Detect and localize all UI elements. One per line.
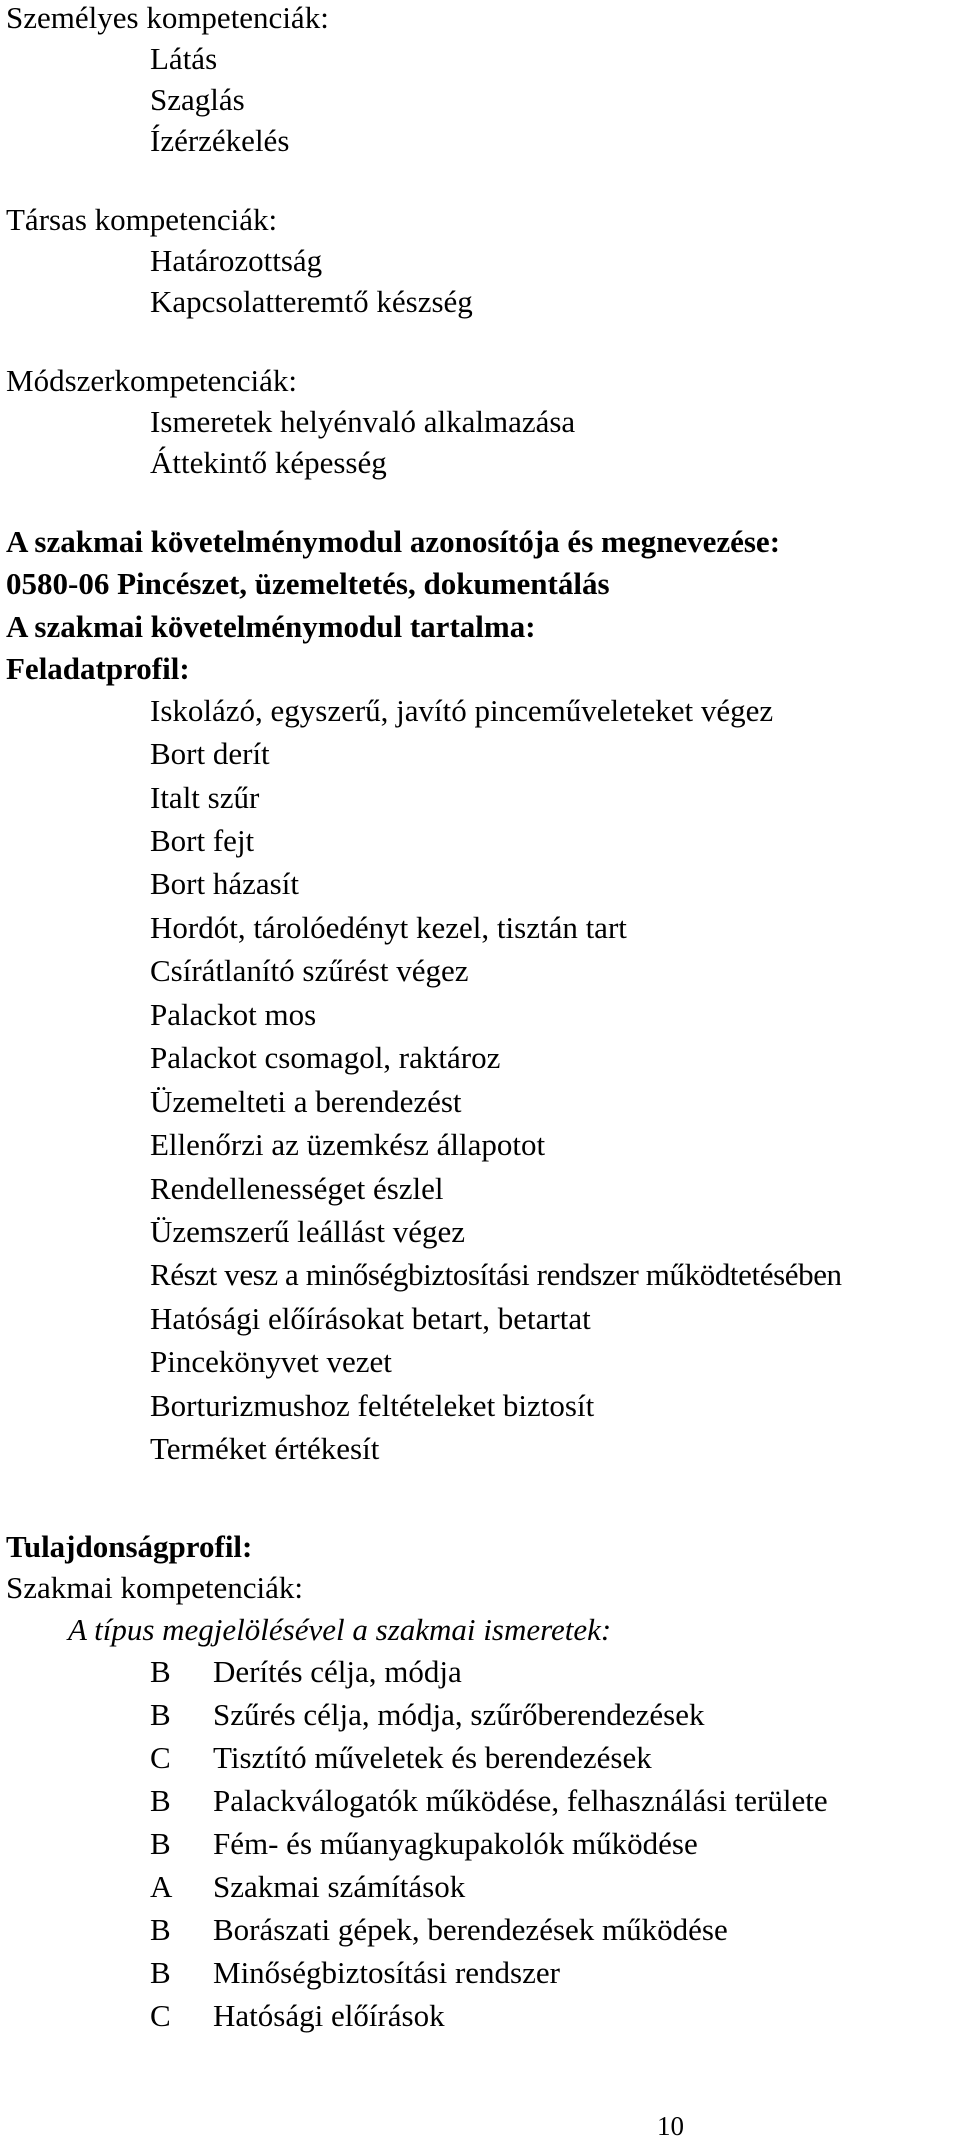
module-id-value: 0580-06 Pincészet, üzemeltetés, dokumentálás	[6, 566, 610, 601]
task-item: Borturizmushoz feltételeket biztosít	[150, 1388, 595, 1423]
knowledge-grade: B	[150, 1826, 171, 1861]
task-item: Rendellenességet észlel	[150, 1171, 444, 1206]
social-competency-item: Határozottság	[150, 243, 323, 278]
task-profile-heading: Feladatprofil:	[6, 651, 190, 686]
personal-competency-item: Ízérzékelés	[150, 123, 290, 158]
knowledge-grade: B	[150, 1955, 171, 1990]
task-item: Csírátlanító szűrést végez	[150, 953, 469, 988]
knowledge-text: Fém- és műanyagkupakolók működése	[213, 1826, 698, 1861]
knowledge-text: Tisztító műveletek és berendezések	[213, 1740, 652, 1775]
type-note: A típus megjelölésével a szakmai ismeretek:	[68, 1612, 612, 1647]
knowledge-text: Szakmai számítások	[213, 1869, 466, 1904]
knowledge-text: Derítés célja, módja	[213, 1654, 462, 1689]
knowledge-grade: A	[150, 1869, 173, 1904]
task-item: Hordót, tárolóedényt kezel, tisztán tart	[150, 910, 627, 945]
method-competencies-heading: Módszerkompetenciák:	[6, 363, 297, 398]
property-profile-heading: Tulajdonságprofil:	[6, 1529, 253, 1564]
task-item: Terméket értékesít	[150, 1431, 380, 1466]
knowledge-text: Minőségbiztosítási rendszer	[213, 1955, 560, 1990]
task-item: Bort házasít	[150, 866, 299, 901]
knowledge-grade: B	[150, 1783, 171, 1818]
personal-competencies-heading: Személyes kompetenciák:	[6, 0, 329, 35]
task-item: Üzemelteti a berendezést	[150, 1084, 462, 1119]
task-item: Bort fejt	[150, 823, 255, 858]
task-item: Palackot csomagol, raktároz	[150, 1040, 501, 1075]
method-competency-item: Ismeretek helyénvaló alkalmazása	[150, 404, 576, 439]
knowledge-grade: C	[150, 1998, 171, 2033]
module-content-heading: A szakmai követelménymodul tartalma:	[6, 609, 536, 644]
knowledge-text: Szűrés célja, módja, szűrőberendezések	[213, 1697, 705, 1732]
personal-competency-item: Szaglás	[150, 82, 245, 117]
task-item: Ellenőrzi az üzemkész állapotot	[150, 1127, 546, 1162]
task-item: Pincekönyvet vezet	[150, 1344, 392, 1379]
knowledge-text: Borászati gépek, berendezések működése	[213, 1912, 728, 1947]
knowledge-grade: B	[150, 1697, 171, 1732]
knowledge-grade: B	[150, 1654, 171, 1689]
task-item: Üzemszerű leállást végez	[150, 1214, 465, 1249]
knowledge-text: Palackválogatók működése, felhasználási területe	[213, 1783, 828, 1818]
module-id-heading: A szakmai követelménymodul azonosítója és megnevezése:	[6, 524, 781, 559]
task-item: Részt vesz a minőségbiztosítási rendszer működtetésében	[150, 1257, 842, 1292]
page-number: 10	[657, 2111, 684, 2141]
task-item: Hatósági előírásokat betart, betartat	[150, 1301, 591, 1336]
task-item: Iskolázó, egyszerű, javító pinceműveleteket végez	[150, 693, 774, 728]
task-item: Palackot mos	[150, 997, 317, 1032]
method-competency-item: Áttekintő képesség	[150, 445, 387, 480]
task-item: Italt szűr	[150, 780, 260, 815]
professional-competencies-heading: Szakmai kompetenciák:	[6, 1570, 303, 1605]
task-item: Bort derít	[150, 736, 270, 771]
knowledge-grade: B	[150, 1912, 171, 1947]
social-competency-item: Kapcsolatteremtő készség	[150, 284, 473, 319]
knowledge-grade: C	[150, 1740, 171, 1775]
personal-competency-item: Látás	[150, 41, 218, 76]
social-competencies-heading: Társas kompetenciák:	[6, 202, 278, 237]
knowledge-text: Hatósági előírások	[213, 1998, 445, 2033]
